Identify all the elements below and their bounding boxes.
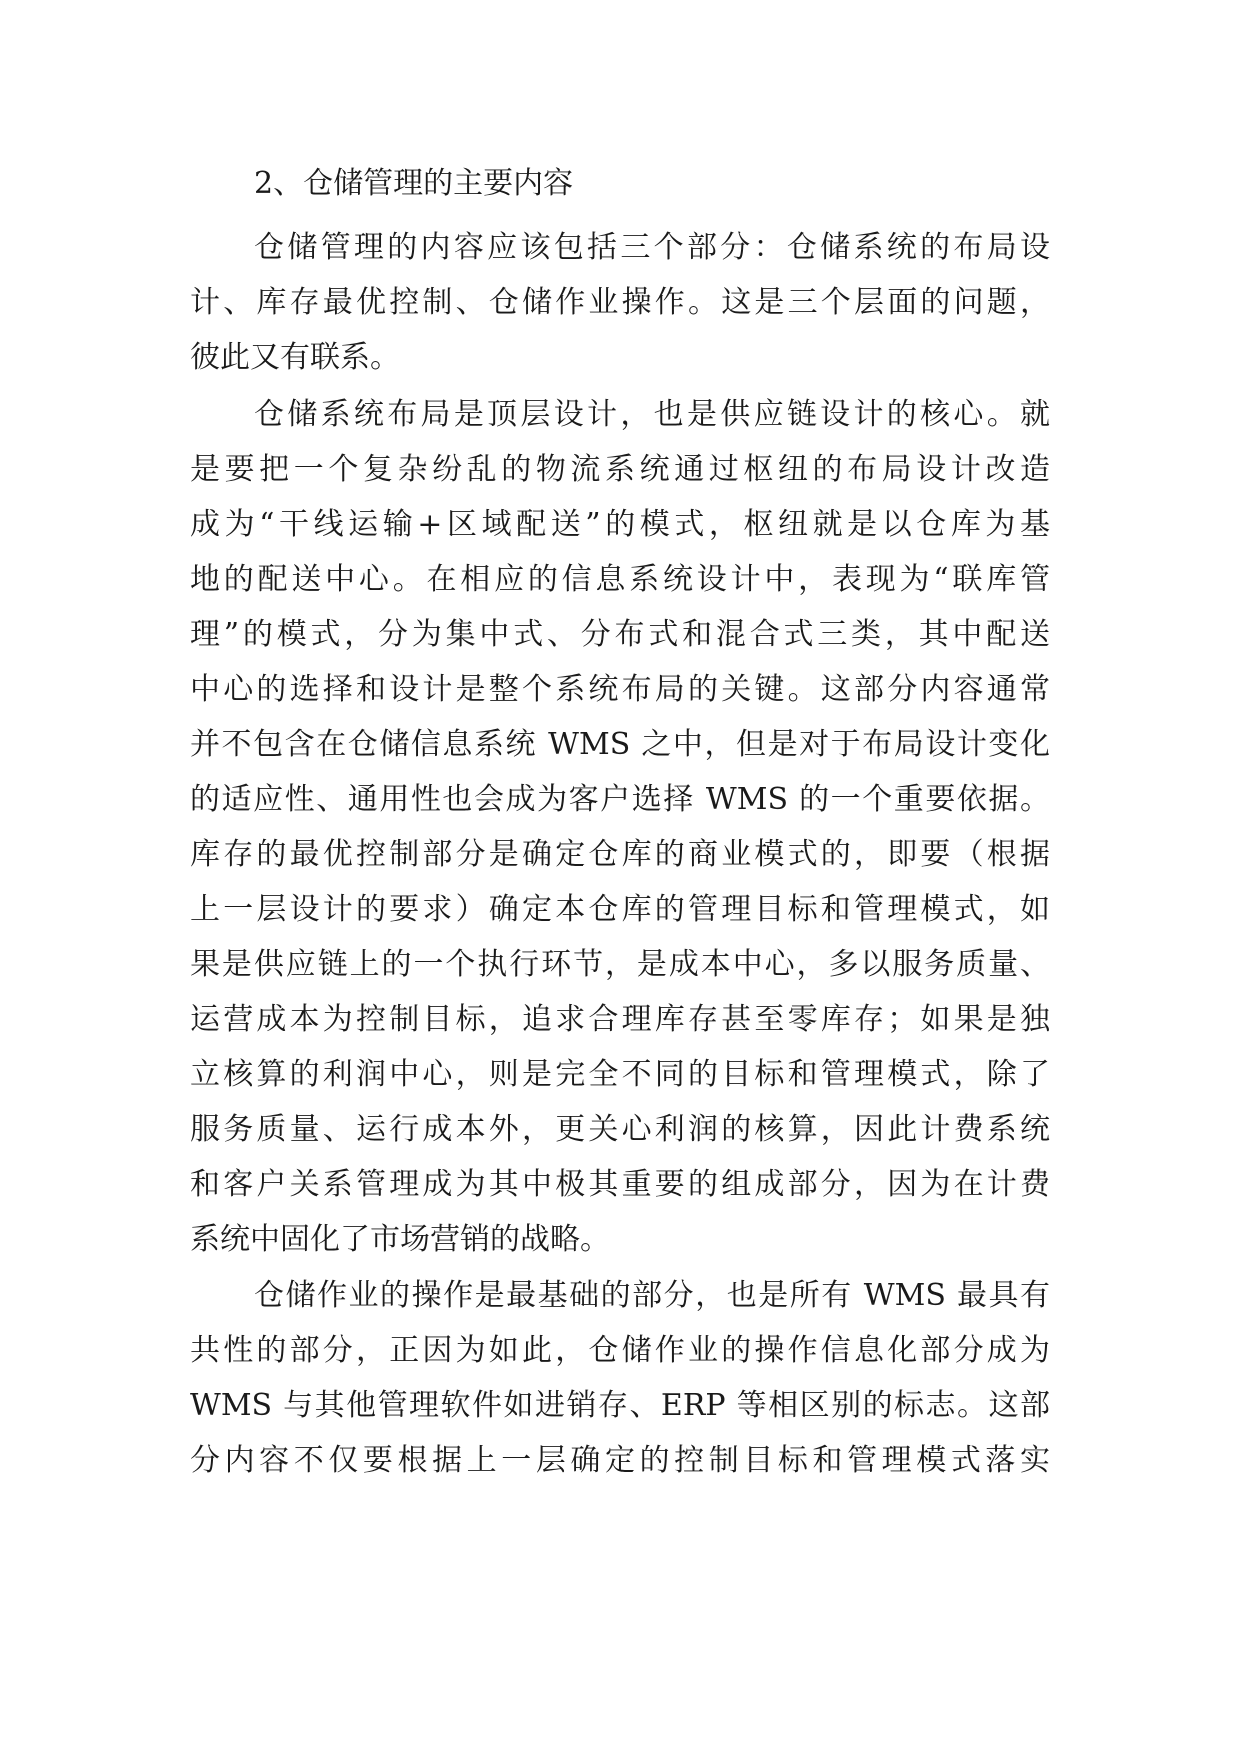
paragraph-2-line-8: 的适应性、通用性也会成为客户选择 WMS 的一个重要依据。 bbox=[190, 782, 1050, 817]
paragraph-2-line-7: 并不包含在仓储信息系统 WMS 之中，但是对于布局设计变化 bbox=[190, 727, 1050, 762]
paragraph-3-line-1: 仓储作业的操作是最基础的部分，也是所有 WMS 最具有 bbox=[254, 1278, 1050, 1313]
paragraph-2-line-2: 是要把一个复杂纷乱的物流系统通过枢纽的布局设计改造 bbox=[190, 452, 1050, 487]
paragraph-2-line-16: 系统中固化了市场营销的战略。 bbox=[190, 1222, 610, 1257]
paragraph-1-line-3: 彼此又有联系。 bbox=[190, 340, 400, 375]
paragraph-2-line-9: 库存的最优控制部分是确定仓库的商业模式的，即要（根据 bbox=[190, 837, 1050, 872]
paragraph-1-line-2: 计、库存最优控制、仓储作业操作。这是三个层面的问题， bbox=[190, 285, 1050, 320]
paragraph-2-line-12: 运营成本为控制目标，追求合理库存甚至零库存；如果是独 bbox=[190, 1002, 1050, 1037]
section-heading: 2、仓储管理的主要内容 bbox=[254, 166, 574, 201]
paragraph-3-line-2: 共性的部分，正因为如此，仓储作业的操作信息化部分成为 bbox=[190, 1333, 1050, 1368]
paragraph-2-line-13: 立核算的利润中心，则是完全不同的目标和管理模式，除了 bbox=[190, 1057, 1050, 1092]
paragraph-2-line-5: 理”的模式，分为集中式、分布式和混合式三类，其中配送 bbox=[190, 617, 1050, 652]
paragraph-2-line-3: 成为“干线运输+区域配送”的模式，枢纽就是以仓库为基 bbox=[190, 507, 1050, 542]
paragraph-2-line-11: 果是供应链上的一个执行环节，是成本中心，多以服务质量、 bbox=[190, 947, 1050, 982]
paragraph-2-line-10: 上一层设计的要求）确定本仓库的管理目标和管理模式，如 bbox=[190, 892, 1050, 927]
paragraph-2-line-1: 仓储系统布局是顶层设计，也是供应链设计的核心。就 bbox=[254, 397, 1050, 432]
paragraph-2-line-6: 中心的选择和设计是整个系统布局的关键。这部分内容通常 bbox=[190, 672, 1050, 707]
paragraph-2-line-4: 地的配送中心。在相应的信息系统设计中，表现为“联库管 bbox=[190, 562, 1050, 597]
paragraph-3-line-3: WMS 与其他管理软件如进销存、ERP 等相区别的标志。这部 bbox=[190, 1388, 1050, 1423]
paragraph-1-line-1: 仓储管理的内容应该包括三个部分：仓储系统的布局设 bbox=[254, 230, 1050, 265]
paragraph-2-line-14: 服务质量、运行成本外，更关心利润的核算，因此计费系统 bbox=[190, 1112, 1050, 1147]
paragraph-3-line-4: 分内容不仅要根据上一层确定的控制目标和管理模式落实 bbox=[190, 1443, 1050, 1478]
paragraph-2-line-15: 和客户关系管理成为其中极其重要的组成部分，因为在计费 bbox=[190, 1167, 1050, 1202]
